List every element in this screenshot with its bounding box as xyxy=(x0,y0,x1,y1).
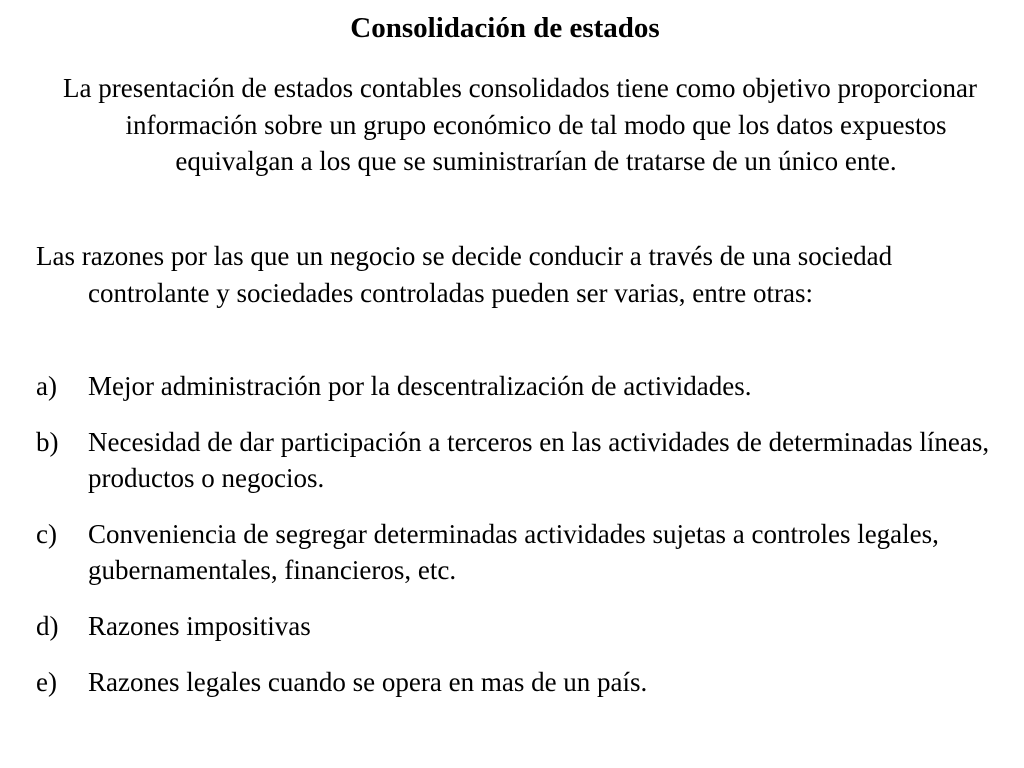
list-item-d xyxy=(36,608,996,644)
list-item-text: Razones legales cuando se opera en mas de un país. xyxy=(88,667,648,697)
slide-title: Consolidación de estados xyxy=(350,12,660,44)
intro-paragraph-block xyxy=(60,70,980,180)
list-item-marker: b) xyxy=(36,427,59,457)
intro-paragraph: La presentación de estados contables consolidados tiene como objetivo proporcionar información sobre un grupo económico de tal modo que los datos expuestos equivalgan a los que se suministrarían de tratarse de un único ente. xyxy=(63,73,977,176)
list-item-b xyxy=(36,424,996,496)
list-item-text: Necesidad de dar participación a terceros en las actividades de determinadas líneas, productos o negocios. xyxy=(88,427,990,493)
reasons-list xyxy=(36,368,996,720)
list-item-text: Conveniencia de segregar determinadas actividades sujetas a controles legales, gubernamentales, financieros, etc. xyxy=(88,519,939,585)
list-item-marker: a) xyxy=(36,371,57,401)
list-item-c xyxy=(36,516,996,588)
list-item-marker: e) xyxy=(36,667,57,697)
reasons-intro-paragraph: Las razones por las que un negocio se decide conducir a través de una sociedad controlante y sociedades controladas pueden ser varias, entre otras: xyxy=(36,241,893,308)
list-item-marker: d) xyxy=(36,611,59,641)
list-item-e xyxy=(36,664,996,700)
reasons-paragraph-block xyxy=(36,238,996,311)
list-item-marker: c) xyxy=(36,519,57,549)
list-item-text: Razones impositivas xyxy=(88,611,311,641)
list-item-text: Mejor administración por la descentralización de actividades. xyxy=(88,371,752,401)
list-item-a xyxy=(36,368,996,404)
